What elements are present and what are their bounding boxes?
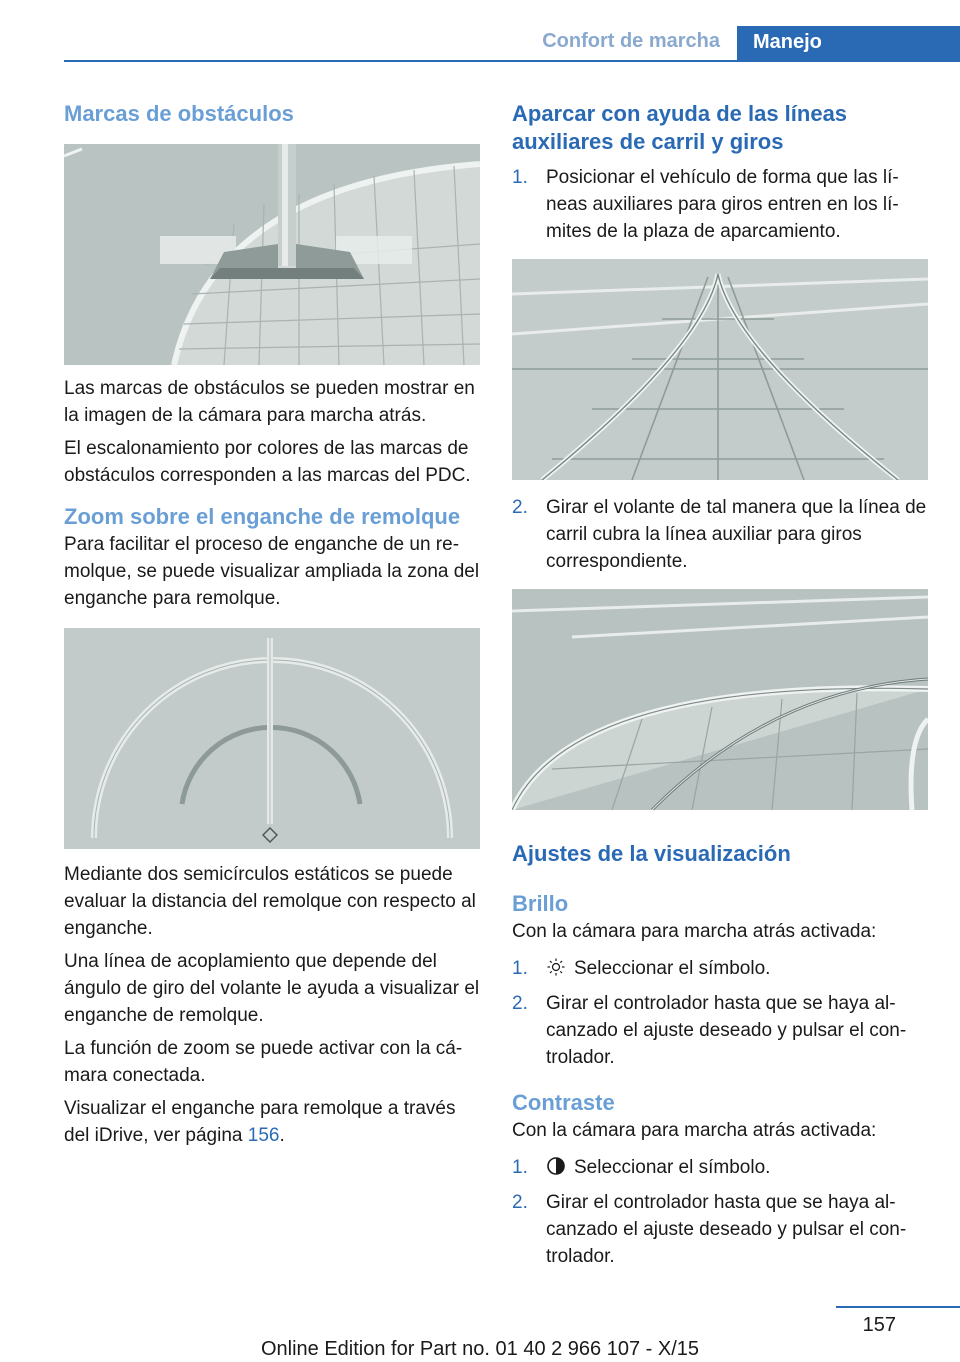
turning-lines-figure: [512, 259, 928, 480]
contrast-text: Con la cámara para marcha atrás activada:: [512, 1120, 877, 1141]
section-tab[interactable]: Confort de marcha: [542, 30, 720, 52]
hitch-zoom-text-2: Mediante dos semicírculos estáticos se puede evaluar la distancia del remolque con respecto al enganche.: [64, 864, 476, 939]
step-text: Girar el controlador hasta que se haya alcanzado el ajuste deseado y pulsar el controlador.: [546, 993, 907, 1068]
hitch-zoom-figure: [64, 628, 480, 849]
heading-display-settings: Ajustes de la visualización: [512, 841, 791, 866]
step-number: 2.: [512, 497, 528, 518]
lane-line-figure: [512, 589, 928, 810]
contrast-step-2: [512, 1189, 928, 1270]
heading-hitch-zoom: Zoom sobre el enganche de remolque: [64, 504, 461, 529]
step-text: Girar el volante de tal manera que la línea de carril cubra la línea auxiliar para giros correspondiente.: [546, 497, 927, 572]
parking-step-2: [512, 494, 928, 575]
obstacle-text-1: Las marcas de obstáculos se pueden mostrar en la imagen de la cámara para marcha atrás.: [64, 378, 475, 426]
step-text: Seleccionar el símbolo.: [574, 958, 771, 979]
obstacle-marks-figure: [64, 144, 480, 365]
contrast-icon[interactable]: [546, 1156, 566, 1176]
left-column: [64, 100, 480, 1155]
brightness-step-2: [512, 990, 928, 1071]
parking-steps-1: [512, 164, 928, 245]
hitch-zoom-text-5: [64, 1095, 480, 1149]
page-number: 157: [862, 1314, 896, 1336]
brightness-steps: [512, 955, 928, 1071]
page-header: [0, 26, 960, 62]
step-number: 1.: [512, 1157, 528, 1178]
right-column: [512, 100, 928, 1278]
parking-step-1: [512, 164, 928, 245]
brightness-step-1: [512, 955, 928, 982]
hitch-zoom-text-4: La función de zoom se puede activar con la cámara conectada.: [64, 1038, 463, 1086]
brightness-icon[interactable]: [546, 957, 566, 977]
hitch-zoom-text-5-post: .: [279, 1125, 285, 1146]
contrast-step-1: [512, 1154, 928, 1181]
contrast-steps: [512, 1154, 928, 1270]
step-text: Seleccionar el símbolo.: [574, 1157, 771, 1178]
step-number: 1.: [512, 958, 528, 979]
parking-steps-2: [512, 494, 928, 575]
heading-brightness: Brillo: [512, 891, 569, 916]
step-number: 2.: [512, 1192, 528, 1213]
heading-parking-lines: Aparcar con ayuda de las líneas auxiliares de carril y giros: [512, 101, 848, 154]
page-reference-link[interactable]: 156: [247, 1125, 280, 1146]
brightness-text: Con la cámara para marcha atrás activada:: [512, 921, 877, 942]
hitch-zoom-text-5-pre: Visualizar el enganche para remolque a través del iDrive, ver página: [64, 1098, 456, 1146]
heading-contrast: Contraste: [512, 1090, 615, 1115]
hitch-zoom-text-3: Una línea de acoplamiento que depende del ángulo de giro del volante le ayuda a visualizar el enganche de remolque.: [64, 951, 480, 1026]
edition-text: Online Edition for Part no. 01 40 2 966 107 - X/15: [260, 1338, 700, 1360]
step-number: 2.: [512, 993, 528, 1014]
chapter-tab[interactable]: Manejo: [737, 26, 960, 62]
heading-obstacle-marks: Marcas de obstáculos: [64, 101, 294, 126]
obstacle-text-2: El escalonamiento por colores de las marcas de obstáculos corresponden a las marcas del PDC.: [64, 438, 471, 486]
hitch-zoom-text-1: Para facilitar el proceso de enganche de un remolque, se puede visualizar ampliada la zona del enganche para remolque.: [64, 534, 480, 609]
footer-rule: [836, 1306, 960, 1308]
step-text: Girar el controlador hasta que se haya alcanzado el ajuste deseado y pulsar el controlador.: [546, 1192, 907, 1267]
step-text: Posicionar el vehículo de forma que las líneas auxiliares para giros entren en los límites de la plaza de aparcamiento.: [546, 167, 899, 242]
header-rule: [64, 60, 960, 62]
step-number: 1.: [512, 167, 528, 188]
